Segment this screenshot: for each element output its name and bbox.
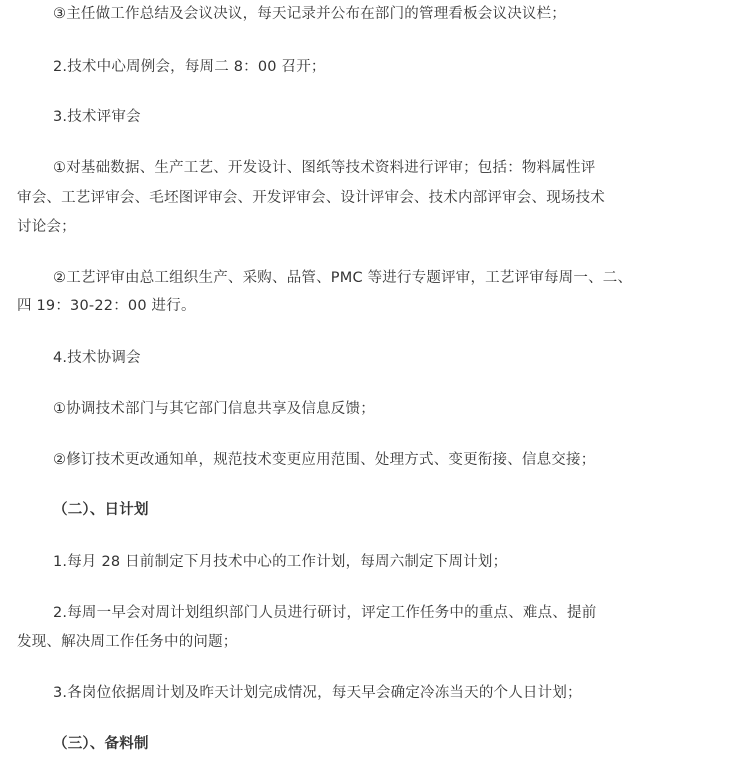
section-heading-material-prep: （三）、备料制 [53, 736, 149, 752]
section-heading-daily-plan: （二）、日计划 [53, 502, 149, 518]
paragraph-tech-review-title: 3.技术评审会 [53, 109, 141, 125]
paragraph-process-review-line1: ②工艺评审由总工组织生产、采购、品管、PMC 等进行专题评审，工艺评审每周一、二、 [53, 270, 633, 286]
paragraph-daily-personal-plan: 3.各岗位依据周计划及昨天计划完成情况，每天早会确定冷冻当天的个人日计划； [53, 685, 582, 701]
paragraph-review-scope-line3: 讨论会； [17, 219, 76, 235]
paragraph-coordination-info: ①协调技术部门与其它部门信息共享及信息反馈； [53, 401, 375, 417]
paragraph-review-scope-line1: ①对基础数据、生产工艺、开发设计、图纸等技术资料进行评审；包括：物料属性评 [53, 160, 596, 176]
paragraph-weekly-discussion-line1: 2.每周一早会对周计划组织部门人员进行研讨，评定工作任务中的重点、难点、提前 [53, 605, 597, 621]
paragraph-weekly-discussion-line2: 发现、解决周工作任务中的问题； [17, 634, 238, 650]
paragraph-change-notice: ②修订技术更改通知单，规范技术变更应用范围、处理方式、变更衔接、信息交接； [53, 452, 596, 468]
paragraph-review-scope-line2: 审会、工艺评审会、毛坯图评审会、开发评审会、设计评审会、技术内部评审会、现场技术 [17, 190, 605, 206]
paragraph-coordination-title: 4.技术协调会 [53, 350, 141, 366]
paragraph-monthly-plan: 1.每月 28 日前制定下月技术中心的工作计划，每周六制定下周计划； [53, 554, 508, 570]
paragraph-weekly-meeting: 2.技术中心周例会，每周二 8：00 召开； [53, 59, 326, 75]
paragraph-meeting-summary: ③主任做工作总结及会议决议，每天记录并公布在部门的管理看板会议决议栏； [53, 6, 566, 22]
paragraph-process-review-line2: 四 19：30-22：00 进行。 [17, 298, 196, 314]
